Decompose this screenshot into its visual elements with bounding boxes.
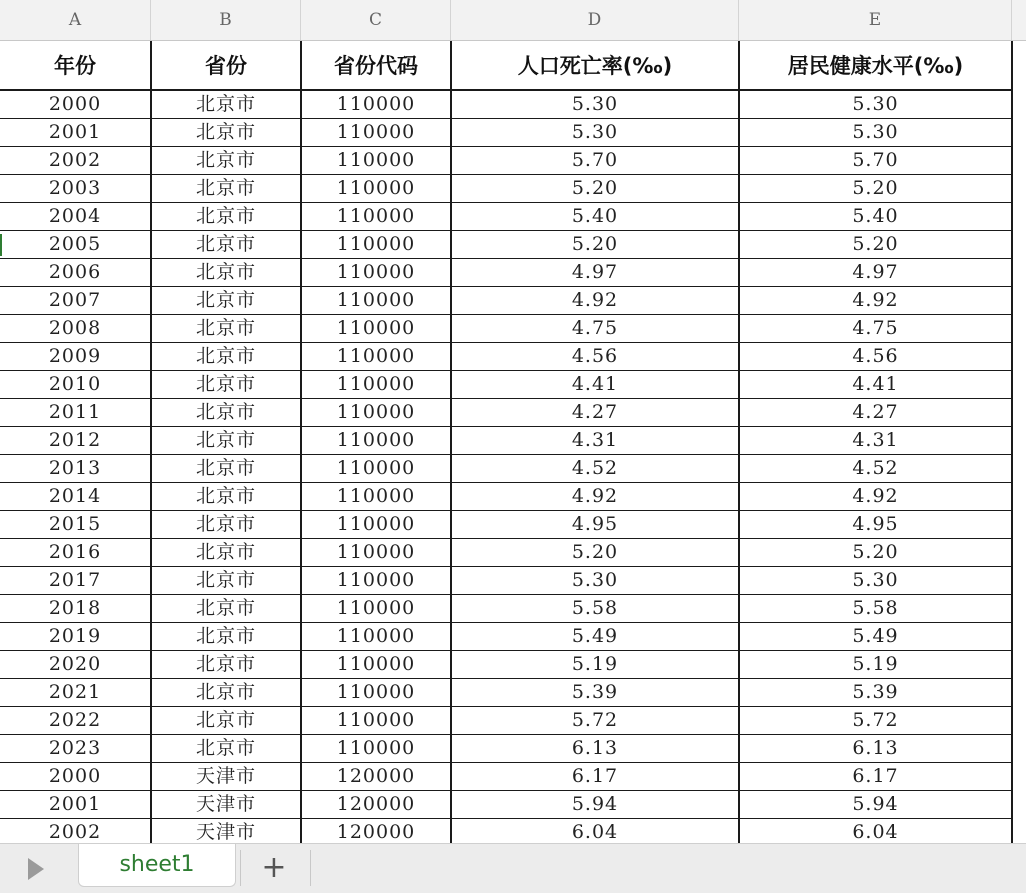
table-cell[interactable]: 110000 (301, 90, 451, 119)
table-cell[interactable]: 6.04 (739, 819, 1012, 844)
table-cell[interactable]: 110000 (301, 287, 451, 315)
table-cell[interactable]: 北京市 (151, 483, 301, 511)
table-row (0, 175, 1012, 203)
table-cell[interactable]: 5.19 (739, 651, 1012, 679)
table-cell[interactable]: 北京市 (151, 231, 301, 259)
table-cell[interactable]: 2007 (0, 287, 151, 315)
table-cell[interactable]: 6.13 (451, 735, 739, 763)
table-cell[interactable]: 120000 (301, 791, 451, 819)
table-cell[interactable]: 5.40 (451, 203, 739, 231)
table-row (0, 511, 1012, 539)
table-cell[interactable]: 5.40 (739, 203, 1012, 231)
table-cell[interactable]: 110000 (301, 315, 451, 343)
table-cell[interactable]: 天津市 (151, 819, 301, 844)
table-cell[interactable]: 5.30 (451, 90, 739, 119)
table-row (0, 455, 1012, 483)
table-row (0, 791, 1012, 819)
table-row (0, 707, 1012, 735)
table-cell[interactable]: 5.49 (451, 623, 739, 651)
table-row (0, 623, 1012, 651)
table-cell[interactable]: 110000 (301, 567, 451, 595)
table-cell[interactable]: 2010 (0, 371, 151, 399)
table-cell[interactable]: 北京市 (151, 90, 301, 119)
table-cell[interactable]: 2021 (0, 679, 151, 707)
table-cell[interactable]: 4.27 (739, 399, 1012, 427)
table-cell[interactable]: 4.52 (739, 455, 1012, 483)
table-cell[interactable]: 110000 (301, 539, 451, 567)
table-cell[interactable]: 北京市 (151, 735, 301, 763)
table-cell[interactable]: 4.92 (451, 483, 739, 511)
table-cell[interactable]: 6.13 (739, 735, 1012, 763)
table-cell[interactable]: 北京市 (151, 679, 301, 707)
column-header-a[interactable]: A (0, 0, 151, 40)
table-cell[interactable]: 2001 (0, 791, 151, 819)
table-cell[interactable]: 2014 (0, 483, 151, 511)
table-row (0, 147, 1012, 175)
header-cell[interactable]: 年份 (0, 41, 151, 90)
table-cell[interactable]: 5.30 (739, 119, 1012, 147)
sheet-tab-bar (0, 843, 1026, 893)
table-cell[interactable]: 6.17 (739, 763, 1012, 791)
table-cell[interactable]: 北京市 (151, 371, 301, 399)
table-cell[interactable]: 2008 (0, 315, 151, 343)
column-header-empty (1012, 0, 1026, 40)
active-row-marker (0, 234, 2, 256)
table-cell[interactable]: 4.31 (451, 427, 739, 455)
table-cell[interactable]: 北京市 (151, 623, 301, 651)
table-cell[interactable]: 4.97 (451, 259, 739, 287)
table-cell[interactable]: 2013 (0, 455, 151, 483)
table-cell[interactable]: 110000 (301, 735, 451, 763)
table-cell[interactable]: 北京市 (151, 343, 301, 371)
table-cell[interactable]: 4.56 (451, 343, 739, 371)
table-cell[interactable]: 2000 (0, 763, 151, 791)
table-cell[interactable]: 2005 (0, 231, 151, 259)
table-row (0, 567, 1012, 595)
table-cell[interactable]: 5.72 (739, 707, 1012, 735)
table-cell[interactable]: 110000 (301, 119, 451, 147)
table-cell[interactable]: 2019 (0, 623, 151, 651)
table-cell[interactable]: 北京市 (151, 595, 301, 623)
table-cell[interactable]: 4.52 (451, 455, 739, 483)
table-cell[interactable]: 110000 (301, 679, 451, 707)
table-cell[interactable]: 120000 (301, 763, 451, 791)
table-cell[interactable]: 2020 (0, 651, 151, 679)
table-cell[interactable]: 110000 (301, 175, 451, 203)
table-row (0, 90, 1012, 119)
table-cell[interactable]: 2023 (0, 735, 151, 763)
column-header-e[interactable]: E (739, 0, 1012, 40)
table-cell[interactable]: 110000 (301, 147, 451, 175)
table-cell[interactable]: 5.20 (739, 175, 1012, 203)
table-cell[interactable]: 5.39 (739, 679, 1012, 707)
table-row (0, 595, 1012, 623)
data-table (0, 41, 1013, 843)
table-row (0, 679, 1012, 707)
table-row (0, 119, 1012, 147)
table-cell[interactable]: 110000 (301, 203, 451, 231)
table-cell[interactable]: 5.58 (451, 595, 739, 623)
sheet-nav-play-icon[interactable] (28, 858, 44, 880)
tab-divider (240, 850, 241, 886)
column-header-c[interactable]: C (301, 0, 451, 40)
table-cell[interactable]: 北京市 (151, 511, 301, 539)
column-header-b[interactable]: B (151, 0, 301, 40)
table-cell[interactable]: 4.95 (739, 511, 1012, 539)
table-cell[interactable]: 110000 (301, 595, 451, 623)
table-row (0, 203, 1012, 231)
table-cell[interactable]: 110000 (301, 231, 451, 259)
table-row (0, 315, 1012, 343)
table-cell[interactable]: 6.04 (451, 819, 739, 844)
table-cell[interactable]: 北京市 (151, 287, 301, 315)
table-cell[interactable]: 5.70 (451, 147, 739, 175)
table-cell[interactable]: 天津市 (151, 763, 301, 791)
table-cell[interactable]: 5.30 (451, 567, 739, 595)
table-row (0, 763, 1012, 791)
table-cell[interactable]: 120000 (301, 819, 451, 844)
table-cell[interactable]: 4.56 (739, 343, 1012, 371)
header-row (0, 41, 1012, 90)
table-cell[interactable]: 4.31 (739, 427, 1012, 455)
table-row (0, 399, 1012, 427)
table-cell[interactable]: 4.92 (739, 287, 1012, 315)
table-cell[interactable]: 4.95 (451, 511, 739, 539)
table-cell[interactable]: 4.92 (451, 287, 739, 315)
table-cell[interactable]: 5.30 (739, 567, 1012, 595)
table-row (0, 287, 1012, 315)
table-cell[interactable]: 2017 (0, 567, 151, 595)
header-cell[interactable]: 省份 (151, 41, 301, 90)
table-cell[interactable]: 2002 (0, 147, 151, 175)
table-cell[interactable]: 110000 (301, 651, 451, 679)
table-cell[interactable]: 5.49 (739, 623, 1012, 651)
table-cell[interactable]: 5.19 (451, 651, 739, 679)
table-cell[interactable]: 北京市 (151, 651, 301, 679)
table-cell[interactable]: 110000 (301, 371, 451, 399)
table-cell[interactable]: 4.27 (451, 399, 739, 427)
table-cell[interactable]: 北京市 (151, 567, 301, 595)
header-cell[interactable]: 居民健康水平(‰) (739, 41, 1012, 90)
table-cell[interactable]: 北京市 (151, 399, 301, 427)
table-cell[interactable]: 4.41 (451, 371, 739, 399)
table-cell[interactable]: 5.30 (451, 119, 739, 147)
table-cell[interactable]: 北京市 (151, 707, 301, 735)
table-cell[interactable]: 北京市 (151, 427, 301, 455)
table-cell[interactable]: 2022 (0, 707, 151, 735)
table-cell[interactable]: 110000 (301, 483, 451, 511)
column-header-d[interactable]: D (451, 0, 739, 40)
table-cell[interactable]: 5.20 (739, 231, 1012, 259)
table-cell[interactable]: 5.70 (739, 147, 1012, 175)
table-cell[interactable]: 天津市 (151, 791, 301, 819)
table-row (0, 259, 1012, 287)
table-row (0, 539, 1012, 567)
table-cell[interactable]: 2000 (0, 90, 151, 119)
tab-sheet1[interactable]: sheet1 (78, 844, 236, 887)
table-row (0, 231, 1012, 259)
table-cell[interactable]: 北京市 (151, 147, 301, 175)
table-cell[interactable]: 110000 (301, 511, 451, 539)
table-cell[interactable]: 4.75 (739, 315, 1012, 343)
table-cell[interactable]: 5.20 (451, 539, 739, 567)
table-cell[interactable]: 北京市 (151, 175, 301, 203)
table-cell[interactable]: 2018 (0, 595, 151, 623)
column-header-bar (0, 0, 1026, 41)
header-cell[interactable]: 人口死亡率(‰) (451, 41, 739, 90)
table-row (0, 427, 1012, 455)
tab-divider (310, 850, 311, 886)
table-cell[interactable]: 北京市 (151, 203, 301, 231)
table-cell[interactable]: 4.41 (739, 371, 1012, 399)
table-cell[interactable]: 5.20 (739, 539, 1012, 567)
table-cell[interactable]: 4.97 (739, 259, 1012, 287)
table-cell[interactable]: 110000 (301, 623, 451, 651)
table-cell[interactable]: 5.58 (739, 595, 1012, 623)
table-cell[interactable]: 2006 (0, 259, 151, 287)
table-row (0, 483, 1012, 511)
table-cell[interactable]: 5.20 (451, 175, 739, 203)
table-cell[interactable]: 5.72 (451, 707, 739, 735)
table-cell[interactable]: 北京市 (151, 259, 301, 287)
table-cell[interactable]: 4.75 (451, 315, 739, 343)
table-cell[interactable]: 2012 (0, 427, 151, 455)
table-cell[interactable]: 110000 (301, 399, 451, 427)
table-cell[interactable]: 北京市 (151, 455, 301, 483)
table-cell[interactable]: 北京市 (151, 119, 301, 147)
table-cell[interactable]: 北京市 (151, 315, 301, 343)
table-cell[interactable]: 2003 (0, 175, 151, 203)
table-cell[interactable]: 2011 (0, 399, 151, 427)
table-cell[interactable]: 110000 (301, 455, 451, 483)
table-cell[interactable]: 5.20 (451, 231, 739, 259)
table-row (0, 371, 1012, 399)
table-cell[interactable]: 5.30 (739, 90, 1012, 119)
table-cell[interactable]: 5.39 (451, 679, 739, 707)
table-cell[interactable]: 北京市 (151, 539, 301, 567)
table-cell[interactable]: 5.94 (451, 791, 739, 819)
table-row (0, 819, 1012, 844)
table-cell[interactable]: 2016 (0, 539, 151, 567)
table-cell[interactable]: 110000 (301, 427, 451, 455)
table-cell[interactable]: 110000 (301, 343, 451, 371)
table-cell[interactable]: 2004 (0, 203, 151, 231)
table-cell[interactable]: 2001 (0, 119, 151, 147)
table-cell[interactable]: 2009 (0, 343, 151, 371)
table-cell[interactable]: 4.92 (739, 483, 1012, 511)
table-row (0, 651, 1012, 679)
table-cell[interactable]: 2002 (0, 819, 151, 844)
table-cell[interactable]: 110000 (301, 707, 451, 735)
table-row (0, 343, 1012, 371)
table-cell[interactable]: 6.17 (451, 763, 739, 791)
table-row (0, 735, 1012, 763)
table-cell[interactable]: 2015 (0, 511, 151, 539)
table-cell[interactable]: 110000 (301, 259, 451, 287)
add-sheet-plus-icon[interactable]: + (261, 850, 287, 885)
table-cell[interactable]: 5.94 (739, 791, 1012, 819)
header-cell[interactable]: 省份代码 (301, 41, 451, 90)
